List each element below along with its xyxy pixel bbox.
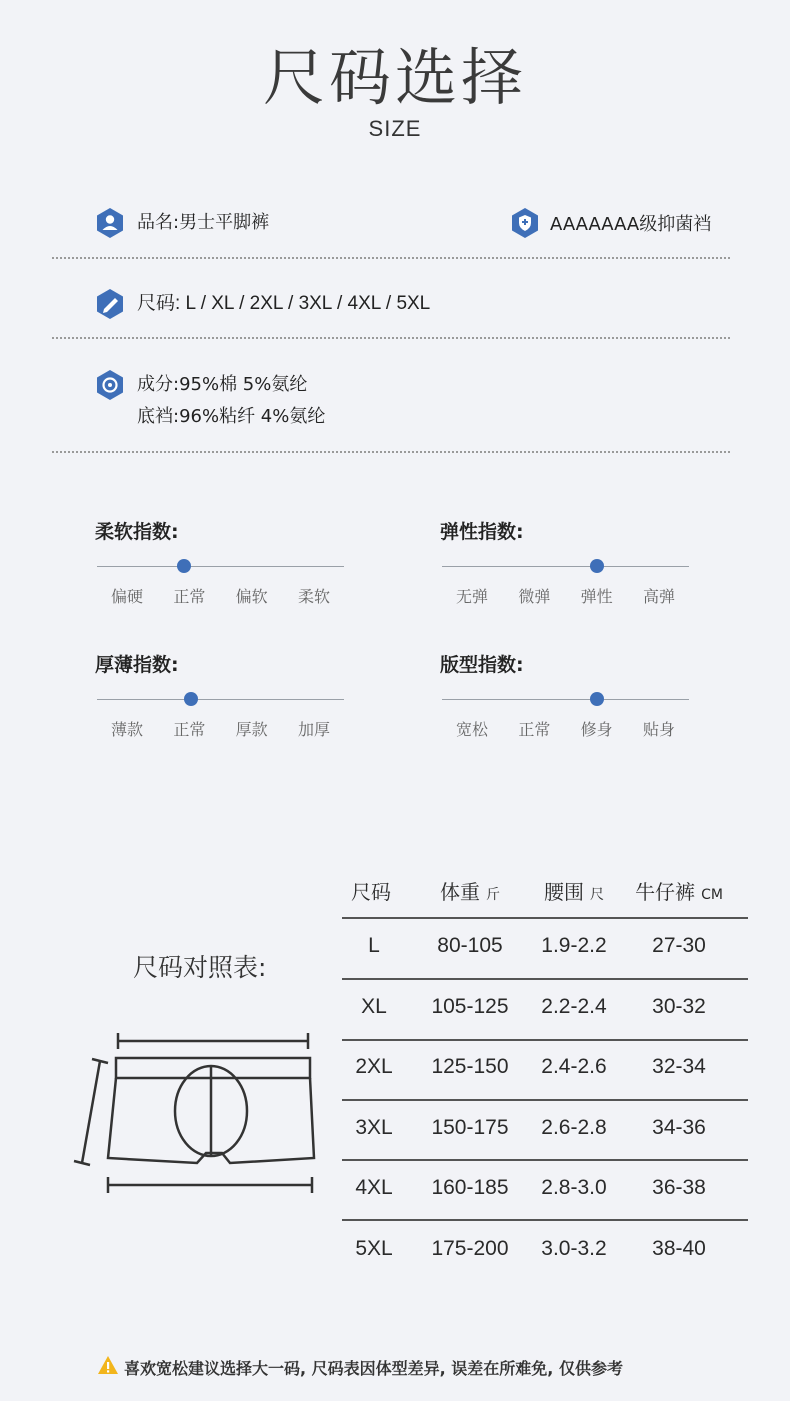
index-slider-knob [590,559,604,573]
table-cell: 1.9-2.2 [541,934,607,957]
crotch-grade: AAAAAAA级抑菌裆 [550,214,712,235]
table-cell: 2.8-3.0 [541,1176,607,1199]
table-header-unit: 尺 [590,887,604,903]
index-title: 厚薄指数: [95,654,179,676]
index-slider-track [97,566,344,567]
table-cell: 160-185 [431,1176,509,1199]
table-cell: 5XL [355,1236,393,1260]
shield-icon [510,207,540,243]
table-header-cell [410,876,530,905]
table-cell: 2.6-2.8 [541,1115,607,1139]
table-cell: 32-34 [652,1055,706,1078]
table-divider [342,1159,748,1161]
index-option-label: 薄款 [110,720,143,739]
table-divider [342,917,748,919]
table-header-cell [619,876,739,905]
page-subtitle: SIZE [368,116,422,141]
index-option-label: 柔软 [297,587,330,606]
table-cell: 4XL [355,1176,393,1199]
table-cell: 34-36 [652,1115,706,1139]
user-icon [95,207,125,243]
index-option-label: 无弹 [455,587,488,606]
table-cell: 30-32 [652,994,706,1018]
page-title: 尺码选择 [262,41,527,114]
divider [52,257,730,259]
index-slider-track [442,566,689,567]
index-title: 弹性指数: [440,521,524,543]
table-header-text: 尺码 [351,880,391,904]
product-name: 品名:男士平脚裤 [137,212,270,233]
index-option-label: 正常 [173,587,206,606]
table-divider [342,1039,748,1041]
index-title: 版型指数: [440,654,524,676]
table-header-text: 腰围 [544,880,584,904]
index-option-label: 偏硬 [110,587,143,606]
table-cell: 2.4-2.6 [541,1055,607,1078]
table-cell: 27-30 [652,934,706,957]
fabric-icon [95,369,125,405]
table-cell: 3XL [355,1115,393,1139]
table-cell: 2.2-2.4 [541,994,607,1018]
table-cell: 2XL [355,1055,393,1078]
index-slider-track [97,699,344,700]
index-option-label: 加厚 [297,720,330,739]
index-slider-knob [177,559,191,573]
composition: 成分:95%棉 5%氨纶 [137,374,308,395]
index-option-label: 偏软 [235,587,268,606]
table-cell: 175-200 [431,1236,509,1260]
crotch-fabric: 底裆:96%粘纤 4%氨纶 [137,406,326,427]
table-cell: 3.0-3.2 [541,1236,607,1260]
index-option-label: 弹性 [580,587,613,606]
table-header-text: 牛仔裤 [635,880,696,904]
table-header-unit: CM [701,887,723,903]
index-title: 柔软指数: [95,521,179,543]
index-option-label: 高弹 [642,587,675,606]
table-cell: XL [361,994,387,1018]
index-slider-knob [184,692,198,706]
index-slider-track [442,699,689,700]
tag-icon [95,288,125,324]
table-cell: 150-175 [431,1115,509,1139]
index-slider-knob [590,692,604,706]
footer-note: 喜欢宽松建议选择大一码, 尺码表因体型差异, 误差在所难免, 仅供参考 [124,1359,623,1378]
table-divider [342,1219,748,1221]
table-cell: 80-105 [437,934,503,957]
table-cell: 36-38 [652,1176,706,1199]
table-header-cell [514,876,634,905]
table-divider [342,1099,748,1101]
index-option-label: 微弹 [518,587,551,606]
boxer-diagram [72,1025,322,1204]
table-cell: 105-125 [431,994,509,1018]
index-option-label: 宽松 [455,720,488,739]
divider [52,337,730,339]
index-option-label: 贴身 [642,720,675,739]
size-list: 尺码: L / XL / 2XL / 3XL / 4XL / 5XL [137,293,431,314]
divider [52,451,730,453]
index-option-label: 正常 [173,720,206,739]
table-header-text: 体重 [440,880,480,904]
table-cell: 38-40 [652,1236,706,1260]
index-option-label: 修身 [580,720,613,739]
warning-icon [97,1355,119,1379]
table-divider [342,978,748,980]
table-cell: 125-150 [431,1055,509,1078]
size-chart-label: 尺码对照表: [133,953,267,982]
index-option-label: 正常 [518,720,551,739]
index-option-label: 厚款 [235,720,268,739]
table-cell: L [368,934,380,957]
table-header-unit: 斤 [486,887,500,903]
